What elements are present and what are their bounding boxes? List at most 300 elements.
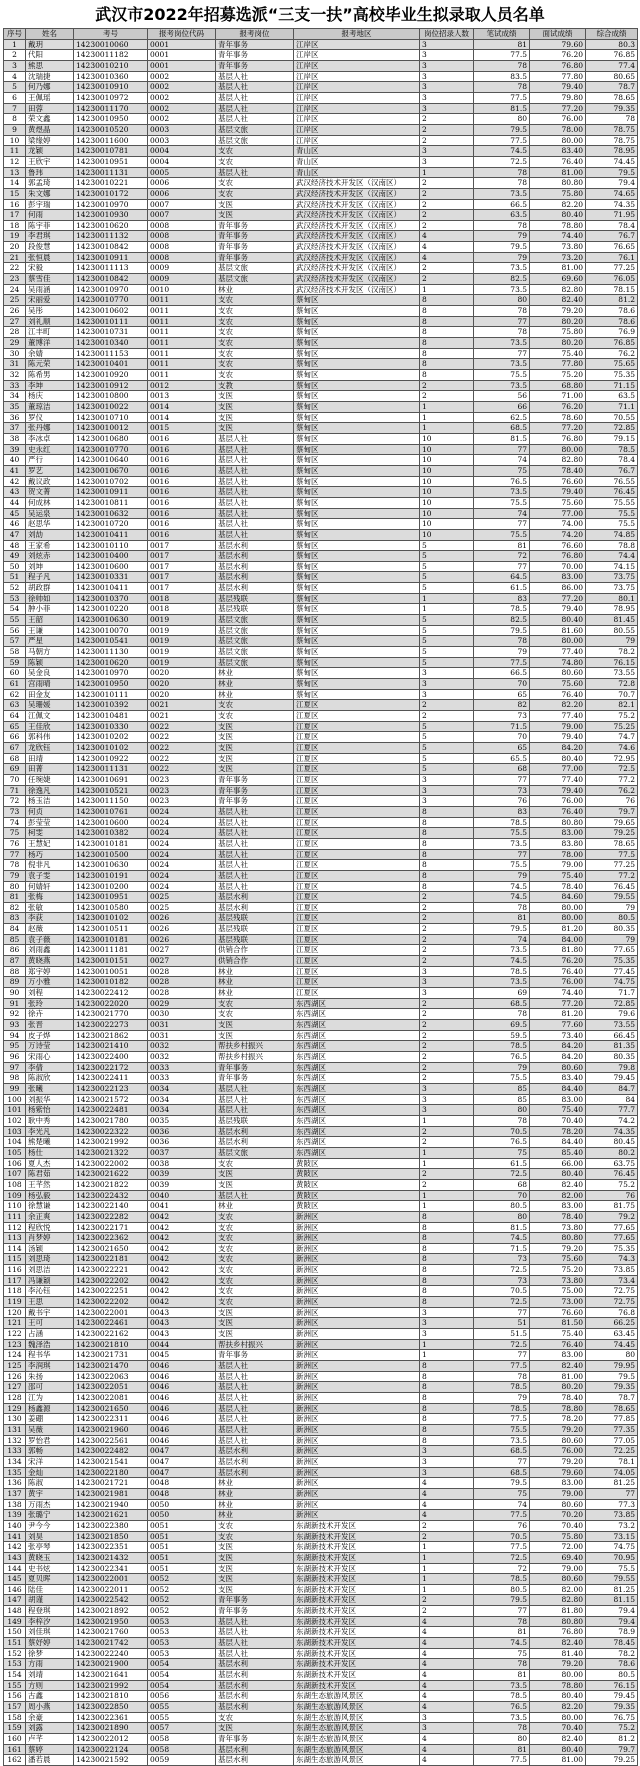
region-cell: 蔡甸区 — [294, 433, 420, 444]
seq-cell: 16 — [4, 199, 26, 210]
region-cell: 新洲区 — [294, 1211, 420, 1222]
total-score-cell: 72.85 — [586, 998, 638, 1009]
interview-score-cell: 76.80 — [530, 433, 586, 444]
table-row — [4, 39, 638, 50]
post-cell: 支医 — [216, 199, 294, 210]
region-cell: 江夏区 — [294, 732, 420, 743]
post-code-cell: 0042 — [148, 1254, 216, 1265]
region-cell: 蔡甸区 — [294, 295, 420, 306]
name-cell: 江为 — [26, 1393, 74, 1404]
interview-score-cell: 83.00 — [530, 1201, 586, 1212]
post-code-cell: 0046 — [148, 1424, 216, 1435]
exam-number-cell: 14230021650 — [74, 1403, 148, 1414]
seq-cell: 12 — [4, 156, 26, 167]
seq-cell: 36 — [4, 412, 26, 423]
post-code-cell: 0016 — [148, 519, 216, 530]
total-score-cell: 76.45 — [586, 1169, 638, 1180]
total-score-cell: 76.85 — [586, 338, 638, 349]
total-score-cell: 78.5 — [586, 444, 638, 455]
name-cell: 杨玉洁 — [26, 796, 74, 807]
region-cell: 东西湖区 — [294, 1052, 420, 1063]
post-code-cell: 0024 — [148, 860, 216, 871]
exam-number-cell: 14230022171 — [74, 1222, 148, 1233]
region-cell: 东西湖区 — [294, 1094, 420, 1105]
written-score-cell: 77 — [474, 519, 530, 530]
seq-cell: 136 — [4, 1478, 26, 1489]
interview-score-cell: 82.40 — [530, 1638, 586, 1649]
quota-cell: 4 — [420, 1670, 474, 1681]
written-score-cell: 75.5 — [474, 497, 530, 508]
interview-score-cell: 75.60 — [530, 679, 586, 690]
seq-cell: 125 — [4, 1361, 26, 1372]
total-score-cell: 76.15 — [586, 1680, 638, 1691]
post-code-cell: 0018 — [148, 604, 216, 615]
seq-cell: 105 — [4, 1147, 26, 1158]
written-score-cell: 78.5 — [474, 817, 530, 828]
name-cell: 郭孟琦 — [26, 178, 74, 189]
quota-cell: 8 — [420, 316, 474, 327]
table-row — [4, 966, 638, 977]
post-cell: 基层人社 — [216, 487, 294, 498]
region-cell: 东湖生态旅游风景区 — [294, 1712, 420, 1723]
exam-number-cell: 14230010102 — [74, 913, 148, 924]
written-score-cell: 69 — [474, 988, 530, 999]
region-cell: 蔡甸区 — [294, 497, 420, 508]
exam-number-cell: 14230022124 — [74, 1744, 148, 1755]
region-cell: 武汉经济技术开发区（汉南区） — [294, 220, 420, 231]
seq-cell: 144 — [4, 1563, 26, 1574]
total-score-cell: 78.65 — [586, 92, 638, 103]
post-code-cell: 0024 — [148, 870, 216, 881]
exam-number-cell: 14230010842 — [74, 242, 148, 253]
name-cell: 刘露 — [26, 1723, 74, 1734]
seq-cell: 140 — [4, 1520, 26, 1531]
name-cell: 郭畅 — [26, 1446, 74, 1457]
total-score-cell: 79.45 — [586, 1073, 638, 1084]
exam-number-cell: 14230021900 — [74, 1659, 148, 1670]
name-cell: 方则 — [26, 1680, 74, 1691]
quota-cell: 3 — [420, 977, 474, 988]
seq-cell: 98 — [4, 1073, 26, 1084]
quota-cell: 10 — [420, 508, 474, 519]
seq-cell: 94 — [4, 1030, 26, 1041]
total-score-cell: 81.25 — [586, 1478, 638, 1489]
total-score-cell: 78.7 — [586, 82, 638, 93]
post-cell: 青年事务 — [216, 1062, 294, 1073]
table-row — [4, 242, 638, 253]
written-score-cell: 81 — [474, 913, 530, 924]
written-score-cell: 78.5 — [474, 604, 530, 615]
quota-cell: 2 — [420, 1179, 474, 1190]
table-row — [4, 1052, 638, 1063]
name-cell: 陈宇菲 — [26, 220, 74, 231]
exam-number-cell: 14230010770 — [74, 295, 148, 306]
interview-score-cell: 75.20 — [530, 1265, 586, 1276]
quota-cell: 5 — [420, 540, 474, 551]
written-score-cell: 78 — [474, 220, 530, 231]
region-cell: 新洲区 — [294, 1318, 420, 1329]
exam-number-cell: 14230021890 — [74, 1723, 148, 1734]
quota-cell: 5 — [420, 657, 474, 668]
region-cell: 黄陂区 — [294, 1179, 420, 1190]
table-row — [4, 1393, 638, 1404]
name-cell: 方雨 — [26, 1659, 74, 1670]
exam-number-cell: 14230010500 — [74, 849, 148, 860]
exam-number-cell: 14230010331 — [74, 572, 148, 583]
exam-number-cell: 14230022482 — [74, 1446, 148, 1457]
exam-number-cell: 14230022361 — [74, 1712, 148, 1723]
post-cell: 基层水利 — [216, 892, 294, 903]
region-cell: 蔡甸区 — [294, 338, 420, 349]
header-region: 报考地区 — [294, 29, 420, 40]
quota-cell: 2 — [420, 1041, 474, 1052]
quota-cell: 8 — [420, 306, 474, 317]
post-cell: 林业 — [216, 668, 294, 679]
table-row — [4, 828, 638, 839]
region-cell: 东湖生态旅游风景区 — [294, 1755, 420, 1766]
quota-cell: 3 — [420, 785, 474, 796]
exam-number-cell: 14230022400 — [74, 1052, 148, 1063]
quota-cell: 3 — [420, 92, 474, 103]
seq-cell: 126 — [4, 1371, 26, 1382]
post-code-cell: 0002 — [148, 92, 216, 103]
post-cell: 基层人社 — [216, 1648, 294, 1659]
post-cell: 基层水利 — [216, 1137, 294, 1148]
region-cell: 新洲区 — [294, 1371, 420, 1382]
post-cell: 青年事务 — [216, 1595, 294, 1606]
seq-cell: 32 — [4, 370, 26, 381]
post-cell: 基层残联 — [216, 924, 294, 935]
exam-number-cell: 14230010330 — [74, 721, 148, 732]
table-row — [4, 497, 638, 508]
region-cell: 蔡甸区 — [294, 391, 420, 402]
table-row — [4, 135, 638, 146]
header-post-code: 报考岗位代码 — [148, 29, 216, 40]
written-score-cell: 77 — [474, 849, 530, 860]
table-row — [4, 934, 638, 945]
written-score-cell: 72 — [474, 1563, 530, 1574]
exam-number-cell: 14230010680 — [74, 433, 148, 444]
quota-cell: 5 — [420, 636, 474, 647]
name-cell: 徐梦 — [26, 1648, 74, 1659]
post-code-cell: 0017 — [148, 572, 216, 583]
post-code-cell: 0005 — [148, 167, 216, 178]
exam-number-cell: 14230010111 — [74, 316, 148, 327]
name-cell: 戴书宇 — [26, 1307, 74, 1318]
quota-cell: 8 — [420, 1361, 474, 1372]
name-cell: 吴薇 — [26, 1424, 74, 1435]
exam-number-cell: 14230010411 — [74, 583, 148, 594]
post-cell: 基层人社 — [216, 1616, 294, 1627]
table-row — [4, 465, 638, 476]
quota-cell: 10 — [420, 433, 474, 444]
interview-score-cell: 80.40 — [530, 1744, 586, 1755]
total-score-cell: 79 — [586, 636, 638, 647]
post-cell: 基层人社 — [216, 444, 294, 455]
total-score-cell: 84 — [586, 1094, 638, 1105]
written-score-cell: 83 — [474, 806, 530, 817]
region-cell: 武汉经济技术开发区（汉南区） — [294, 231, 420, 242]
seq-cell: 106 — [4, 1158, 26, 1169]
table-row — [4, 1318, 638, 1329]
exam-number-cell: 14230010910 — [74, 82, 148, 93]
quota-cell: 1 — [420, 1584, 474, 1595]
quota-cell: 4 — [420, 1659, 474, 1670]
name-cell: 张恒晨 — [26, 252, 74, 263]
exam-number-cell: 14230011182 — [74, 50, 148, 61]
post-code-cell: 0046 — [148, 1435, 216, 1446]
exam-number-cell: 14230022051 — [74, 1382, 148, 1393]
written-score-cell: 73.5 — [474, 977, 530, 988]
written-score-cell: 73.5 — [474, 1712, 530, 1723]
total-score-cell: 79 — [586, 902, 638, 913]
region-cell: 江夏区 — [294, 870, 420, 881]
exam-number-cell: 14230010110 — [74, 540, 148, 551]
table-row — [4, 1361, 638, 1372]
quota-cell: 2 — [420, 1073, 474, 1084]
post-code-cell: 0019 — [148, 647, 216, 658]
written-score-cell: 81 — [474, 1627, 530, 1638]
name-cell: 吴运泉 — [26, 508, 74, 519]
quota-cell: 2 — [420, 178, 474, 189]
table-row — [4, 1137, 638, 1148]
quota-cell: 3 — [420, 71, 474, 82]
region-cell: 江夏区 — [294, 988, 420, 999]
post-code-cell: 0016 — [148, 444, 216, 455]
written-score-cell: 79 — [474, 231, 530, 242]
table-row — [4, 647, 638, 658]
post-cell: 青年事务 — [216, 220, 294, 231]
seq-cell: 34 — [4, 391, 26, 402]
interview-score-cell: 76.60 — [530, 540, 586, 551]
quota-cell: 5 — [420, 625, 474, 636]
interview-score-cell: 77.40 — [530, 711, 586, 722]
total-score-cell: 84.7 — [586, 1083, 638, 1094]
post-code-cell: 0053 — [148, 1638, 216, 1649]
interview-score-cell: 75.00 — [530, 1286, 586, 1297]
post-code-cell: 0007 — [148, 199, 216, 210]
written-score-cell: 63.5 — [474, 210, 530, 221]
total-score-cell: 78.2 — [586, 647, 638, 658]
quota-cell: 5 — [420, 551, 474, 562]
region-cell: 东湖生态旅游风景区 — [294, 1702, 420, 1713]
quota-cell: 2 — [420, 220, 474, 231]
name-cell: 宫雨晴 — [26, 679, 74, 690]
quota-cell: 5 — [420, 721, 474, 732]
name-cell: 程书华 — [26, 1350, 74, 1361]
table-row — [4, 188, 638, 199]
table-row — [4, 998, 638, 1009]
interview-score-cell: 79.00 — [530, 721, 586, 732]
exam-number-cell: 14230022180 — [74, 1467, 148, 1478]
post-code-cell: 0029 — [148, 998, 216, 1009]
post-cell: 基层人社 — [216, 828, 294, 839]
post-code-cell: 0017 — [148, 561, 216, 572]
seq-cell: 27 — [4, 316, 26, 327]
region-cell: 蔡甸区 — [294, 444, 420, 455]
seq-cell: 49 — [4, 551, 26, 562]
post-code-cell: 0042 — [148, 1265, 216, 1276]
total-score-cell: 81.2 — [586, 1734, 638, 1745]
table-row — [4, 1382, 638, 1393]
written-score-cell: 78 — [474, 902, 530, 913]
post-code-cell: 0051 — [148, 1552, 216, 1563]
post-cell: 基层水利 — [216, 1456, 294, 1467]
name-cell: 夏贝晖 — [26, 1574, 74, 1585]
seq-cell: 31 — [4, 359, 26, 370]
seq-cell: 35 — [4, 401, 26, 412]
quota-cell: 3 — [420, 988, 474, 999]
post-cell: 支医 — [216, 753, 294, 764]
written-score-cell: 78 — [474, 1115, 530, 1126]
quota-cell: 5 — [420, 561, 474, 572]
region-cell: 青山区 — [294, 156, 420, 167]
post-cell: 青年事务 — [216, 231, 294, 242]
post-code-cell: 0042 — [148, 1243, 216, 1254]
quota-cell: 5 — [420, 742, 474, 753]
total-score-cell: 78.2 — [586, 1648, 638, 1659]
name-cell: 王思 — [26, 1297, 74, 1308]
seq-cell: 133 — [4, 1446, 26, 1457]
post-cell: 支医 — [216, 401, 294, 412]
seq-cell: 61 — [4, 679, 26, 690]
post-cell: 基层水利 — [216, 551, 294, 562]
total-score-cell: 74.75 — [586, 977, 638, 988]
total-score-cell: 73.2 — [586, 1520, 638, 1531]
post-code-cell: 0028 — [148, 966, 216, 977]
post-cell: 基层水利 — [216, 1659, 294, 1670]
post-code-cell: 0004 — [148, 156, 216, 167]
total-score-cell: 71.7 — [586, 988, 638, 999]
written-score-cell: 77.5 — [474, 1542, 530, 1553]
quota-cell: 1 — [420, 284, 474, 295]
region-cell: 新洲区 — [294, 1382, 420, 1393]
total-score-cell: 78.75 — [586, 124, 638, 135]
region-cell: 蔡甸区 — [294, 465, 420, 476]
table-row — [4, 1744, 638, 1755]
total-score-cell: 78.1 — [586, 1456, 638, 1467]
exam-number-cell: 14230010911 — [74, 487, 148, 498]
region-cell: 新洲区 — [294, 1361, 420, 1372]
seq-cell: 112 — [4, 1222, 26, 1233]
total-score-cell: 79.95 — [586, 1361, 638, 1372]
total-score-cell: 74.75 — [586, 1542, 638, 1553]
total-score-cell: 78.9 — [586, 1627, 638, 1638]
name-cell: 任琬婕 — [26, 774, 74, 785]
written-score-cell: 72.5 — [474, 1552, 530, 1563]
table-row — [4, 370, 638, 381]
seq-cell: 122 — [4, 1329, 26, 1340]
total-score-cell: 76 — [586, 1190, 638, 1201]
region-cell: 东湖新技术开发区 — [294, 1531, 420, 1542]
exam-number-cell: 14230010640 — [74, 455, 148, 466]
table-row — [4, 689, 638, 700]
seq-cell: 63 — [4, 700, 26, 711]
region-cell: 东湖新技术开发区 — [294, 1520, 420, 1531]
exam-number-cell: 14230022140 — [74, 1201, 148, 1212]
post-cell: 林业 — [216, 1488, 294, 1499]
quota-cell: 2 — [420, 998, 474, 1009]
seq-cell: 55 — [4, 615, 26, 626]
exam-number-cell: 14230022322 — [74, 1126, 148, 1137]
written-score-cell: 73.5 — [474, 284, 530, 295]
interview-score-cell: 80.80 — [530, 1616, 586, 1627]
interview-score-cell: 73.80 — [530, 242, 586, 253]
quota-cell: 2 — [420, 210, 474, 221]
quota-cell: 1 — [420, 1158, 474, 1169]
total-score-cell: 77.65 — [586, 1222, 638, 1233]
post-code-cell: 0046 — [148, 1393, 216, 1404]
region-cell: 江夏区 — [294, 785, 420, 796]
name-cell: 彭莹莹 — [26, 817, 74, 828]
total-score-cell: 76.15 — [586, 657, 638, 668]
interview-score-cell: 84.60 — [530, 892, 586, 903]
total-score-cell: 66.45 — [586, 1030, 638, 1041]
seq-cell: 60 — [4, 668, 26, 679]
name-cell: 李润琪 — [26, 1361, 74, 1372]
total-score-cell: 77.05 — [586, 1435, 638, 1446]
interview-score-cell: 77.20 — [530, 423, 586, 434]
quota-cell: 5 — [420, 647, 474, 658]
post-cell: 青年事务 — [216, 1350, 294, 1361]
exam-number-cell: 14230010620 — [74, 220, 148, 231]
total-score-cell: 74.7 — [586, 732, 638, 743]
exam-number-cell: 14230011131 — [74, 167, 148, 178]
name-cell: 刘靖 — [26, 1670, 74, 1681]
post-code-cell: 0012 — [148, 380, 216, 391]
post-code-cell: 0003 — [148, 124, 216, 135]
total-score-cell: 76.75 — [586, 1712, 638, 1723]
name-cell: 郑宇婷 — [26, 966, 74, 977]
table-row — [4, 220, 638, 231]
total-score-cell: 79.65 — [586, 817, 638, 828]
post-code-cell: 0016 — [148, 529, 216, 540]
interview-score-cell: 79.40 — [530, 487, 586, 498]
total-score-cell: 76.2 — [586, 348, 638, 359]
post-cell: 支农 — [216, 1009, 294, 1020]
total-score-cell: 74.35 — [586, 1126, 638, 1137]
exam-number-cell: 14230022341 — [74, 1563, 148, 1574]
quota-cell: 3 — [420, 966, 474, 977]
post-cell: 基层残联 — [216, 934, 294, 945]
total-score-cell: 76.1 — [586, 252, 638, 263]
table-row — [4, 199, 638, 210]
region-cell: 黄陂区 — [294, 1169, 420, 1180]
region-cell: 新洲区 — [294, 1499, 420, 1510]
post-code-cell: 0022 — [148, 742, 216, 753]
quota-cell: 3 — [420, 1094, 474, 1105]
quota-cell: 3 — [420, 668, 474, 679]
interview-score-cell: 79.00 — [530, 1488, 586, 1499]
name-cell: 皮子烨 — [26, 1030, 74, 1041]
interview-score-cell: 79.80 — [530, 92, 586, 103]
post-cell: 基层人社 — [216, 806, 294, 817]
post-cell: 青年事务 — [216, 39, 294, 50]
region-cell: 江岸区 — [294, 39, 420, 50]
seq-cell: 93 — [4, 1020, 26, 1031]
table-row — [4, 114, 638, 125]
exam-number-cell: 14230010600 — [74, 817, 148, 828]
interview-score-cell: 74.40 — [530, 231, 586, 242]
seq-cell: 22 — [4, 263, 26, 274]
post-code-cell: 0008 — [148, 242, 216, 253]
name-cell: 田蓉 — [26, 103, 74, 114]
seq-cell: 117 — [4, 1275, 26, 1286]
post-code-cell: 0016 — [148, 497, 216, 508]
interview-score-cell: 75.80 — [530, 1531, 586, 1542]
post-code-cell: 0047 — [148, 1456, 216, 1467]
seq-cell: 84 — [4, 924, 26, 935]
